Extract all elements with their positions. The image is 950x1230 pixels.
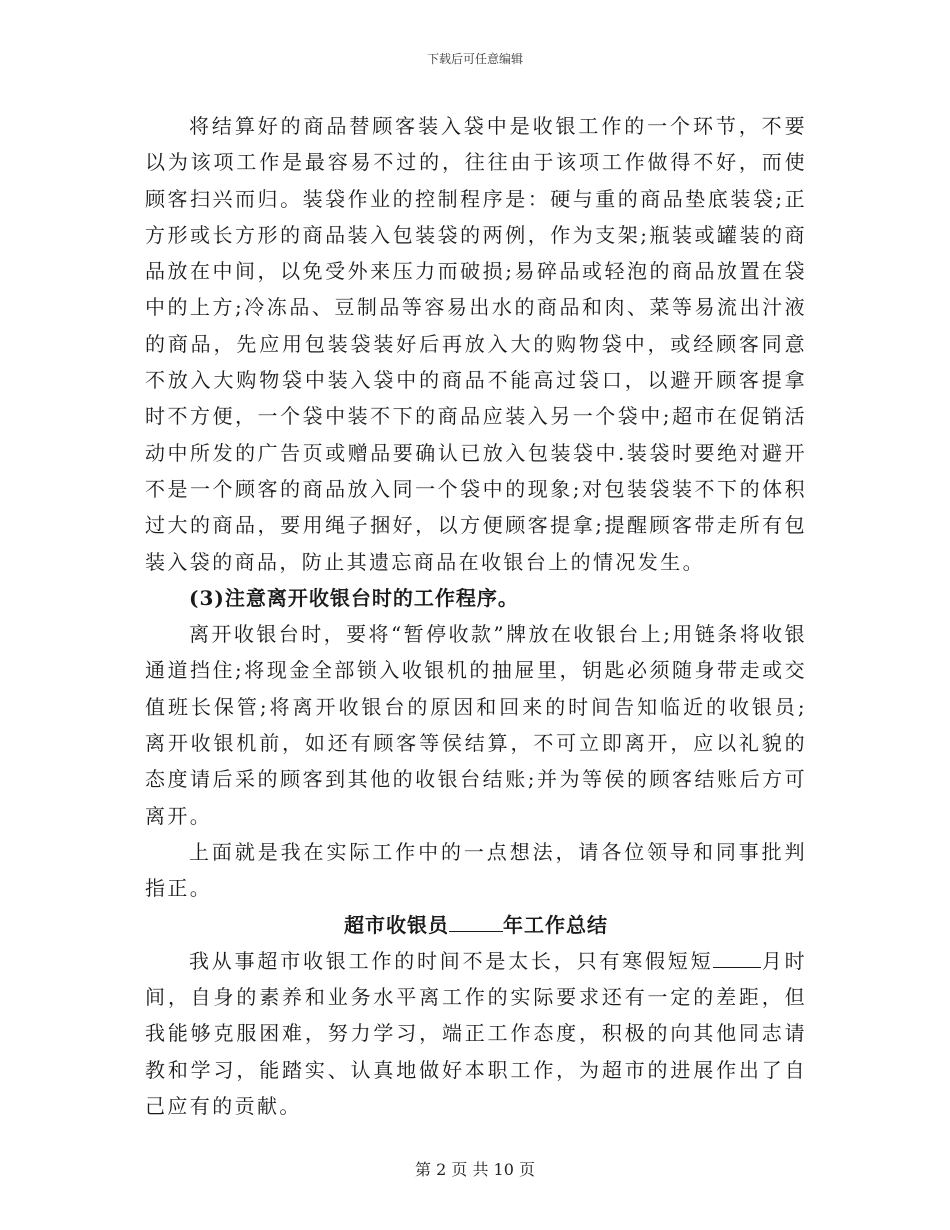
title-blank <box>449 909 503 932</box>
paragraph-bagging-procedure: 将结算好的商品替顾客装入袋中是收银工作的一个环节，不要以为该项工作是最容易不过的，往往由于该项工作做得不好，而使顾客扫兴而归。装袋作业的控制程序是：硬与重的商品垫底装袋;正方形或长方形的商品装入包装袋的两例，作为支架;瓶装或罐装的商品放在中间，以免受外来压力而破损;易碎品或轻泡的商品放置在袋中的上方;冷冻品、豆制品等容易出水的商品和肉、菜等易流出汁液的商品，先应用包装袋装好后再放入大的购物袋中，或经顾客同意不放入大购物袋中装入袋中的商品不能高过袋口，以避开顾客提拿时不方便，一个袋中装不下的商品应装入另一个袋中;超市在促销活动中所发的广告页或赠品要确认已放入包装袋中.装袋时要绝对避开不是一个顾客的商品放入同一个袋中的现象;对包装袋装不下的体积过大的商品，要用绳子捆好，以方便顾客提拿;提醒顾客带走所有包装入袋的商品，防止其遗忘商品在收银台上的情况发生。 <box>145 114 807 574</box>
paragraph-leaving-register: 离开收银台时，要将“暂停收款”牌放在收银台上;用链条将收银通道挡住;将现金全部锁入收银机的抽屉里，钥匙必须随身带走或交值班长保管;将离开收银台的原因和回来的时间告知临近的收银员;离开收银机前，如还有顾客等侯结算，不可立即离开，应以礼貌的态度请后采的顾客到其他的收银台结账;并为等侯的顾客结账后方可离开。 <box>145 622 807 828</box>
paragraph-closing-remarks: 上面就是我在实际工作中的一点想法，请各位领导和同事批判指正。 <box>145 839 807 901</box>
page-footer: 第 2 页 共 10 页 <box>415 1160 535 1179</box>
document-body <box>145 108 807 1124</box>
title-part-1: 超市收银员 <box>344 912 449 937</box>
summary-part-1: 我从事超市收银工作的时间不是太长，只有寒假短短 <box>189 948 714 973</box>
section-subheading: (3)注意离开收银台时的工作程序。 <box>189 585 519 610</box>
page-header: 下载后可任意编辑 <box>426 52 523 66</box>
title-part-2: 年工作总结 <box>503 912 608 937</box>
section-title <box>145 907 807 943</box>
summary-part-2: 月时间，自身的素养和业务水平离工作的实际要求还有一定的差距，但我能够克服困难，努力学习，端正工作态度，积极的向其他同志请教和学习，能踏实、认真地做好本职工作，为超市的进展作出了自己应有的贡献。 <box>145 948 807 1119</box>
summary-blank <box>713 945 761 968</box>
paragraph-work-summary <box>145 943 807 1124</box>
